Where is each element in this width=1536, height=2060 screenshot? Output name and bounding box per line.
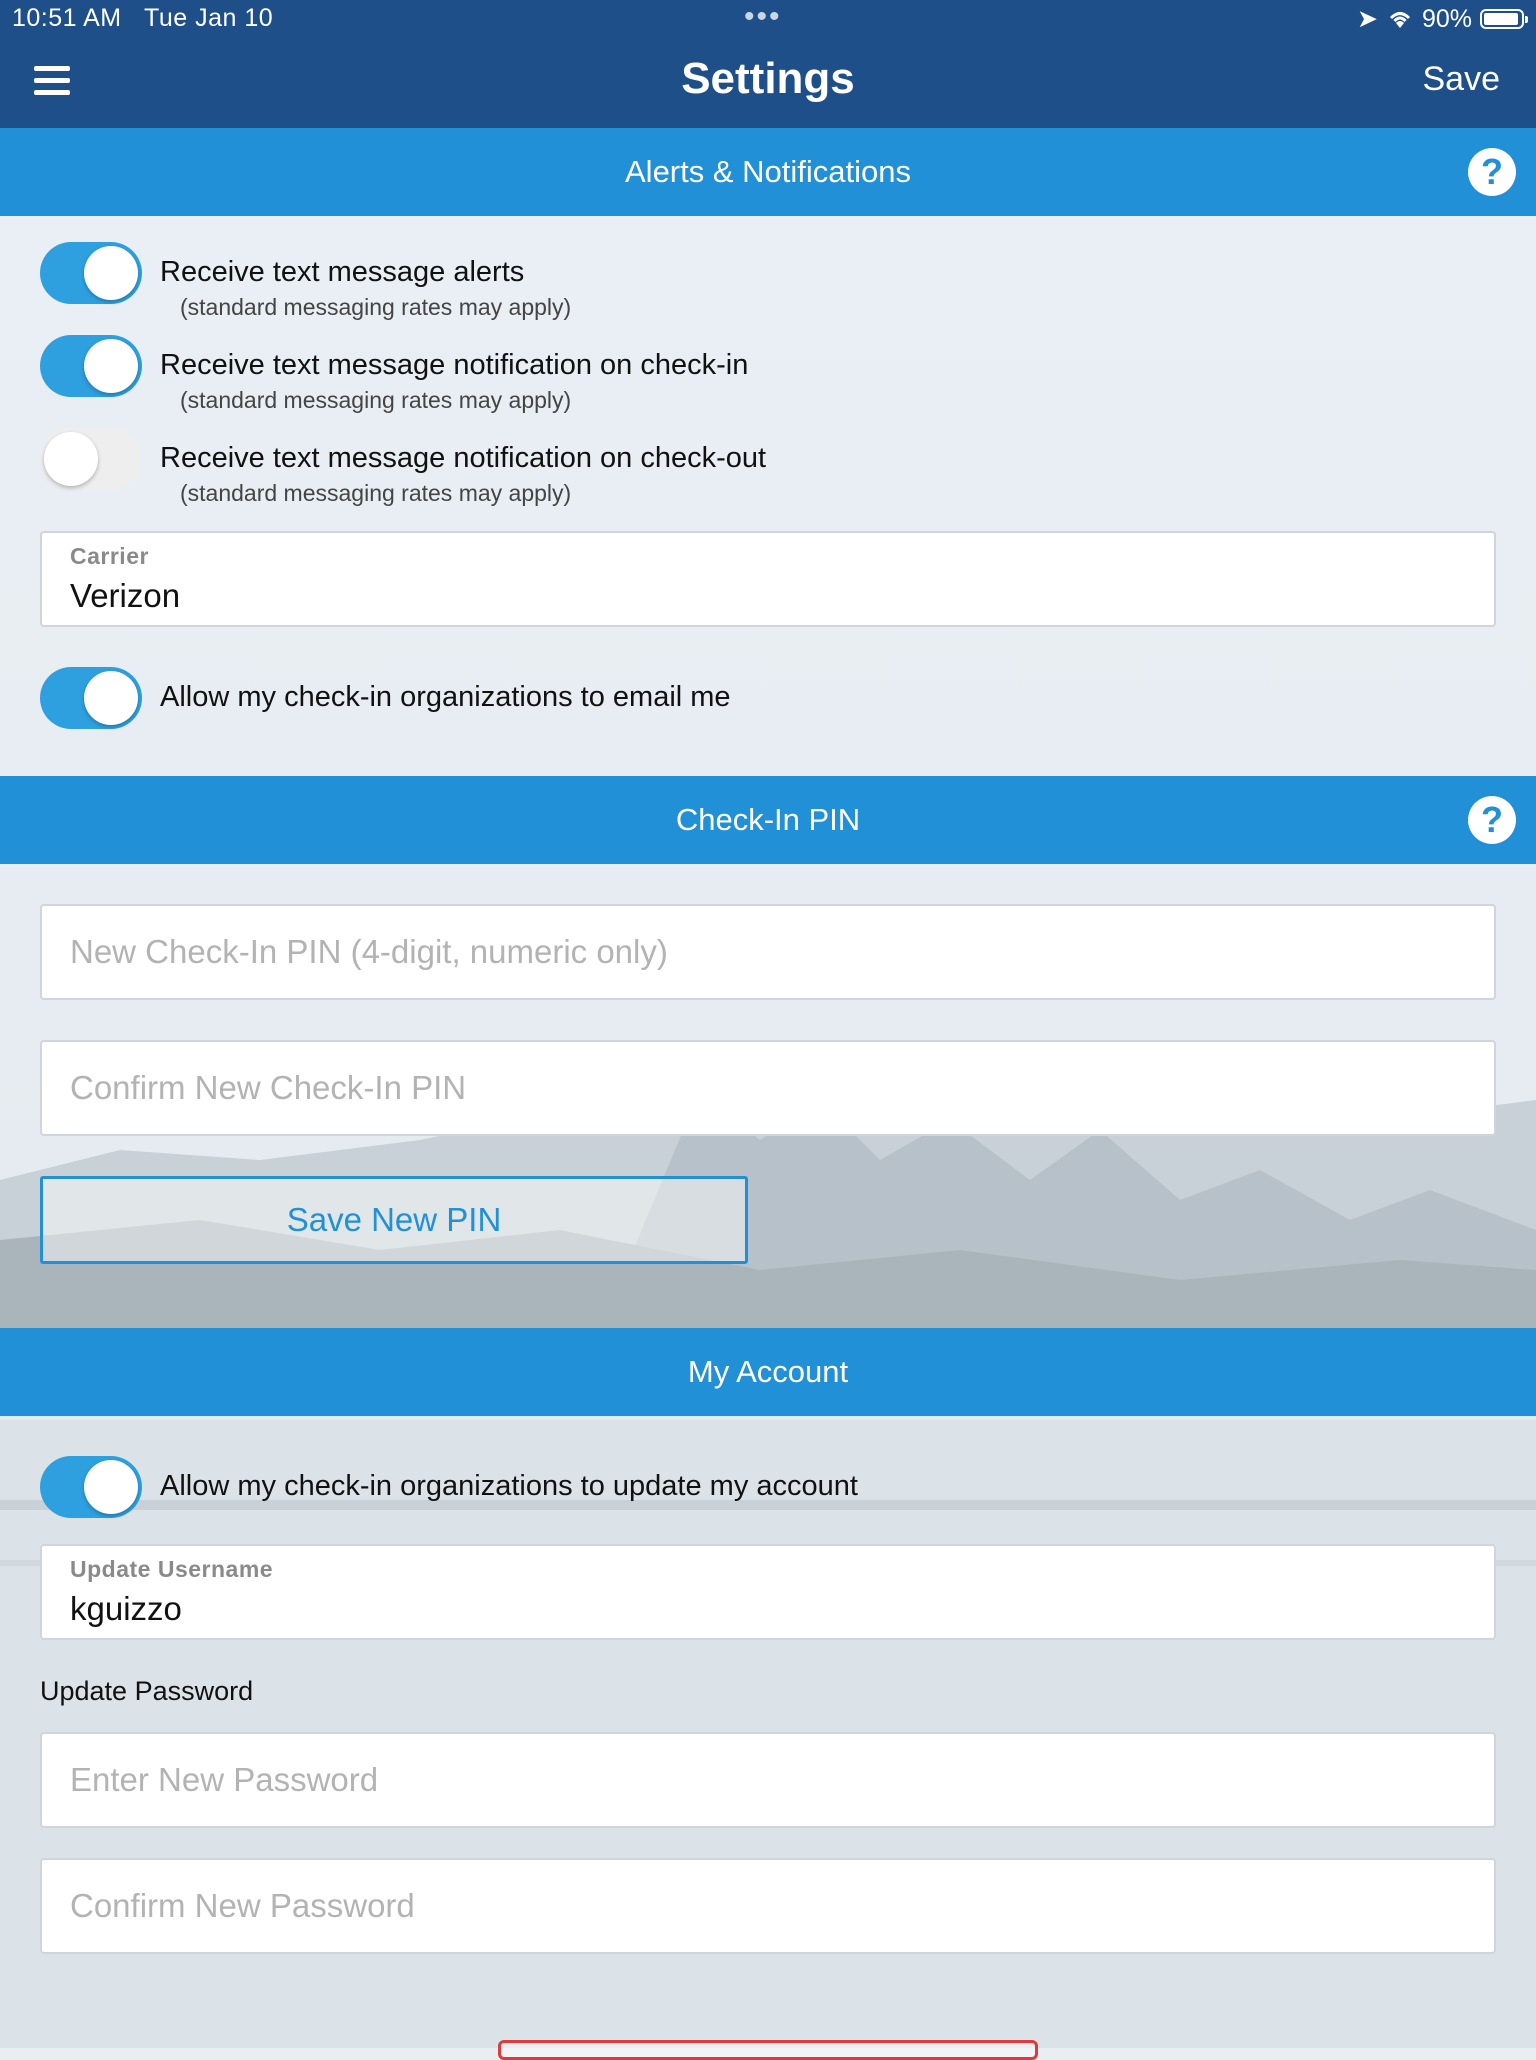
new-pin-input[interactable] xyxy=(42,906,1494,998)
toggle-allow-email[interactable] xyxy=(40,667,142,729)
section-header-alerts xyxy=(0,128,1536,216)
confirm-pin-input[interactable] xyxy=(42,1042,1494,1134)
status-time: 10:51 AM Tue Jan 10 xyxy=(12,4,274,32)
toggle-checkin-notification[interactable] xyxy=(40,335,142,397)
carrier-label: Carrier xyxy=(70,543,149,569)
toggle-label: Receive text message alerts xyxy=(160,256,525,288)
section-header-account xyxy=(0,1328,1536,1416)
save-new-pin-button[interactable]: Save New PIN xyxy=(40,1176,748,1264)
username-value: kguizzo xyxy=(70,1590,182,1627)
toggle-allow-update-account[interactable] xyxy=(40,1456,142,1518)
status-indicators xyxy=(1357,4,1524,34)
new-password-input[interactable] xyxy=(42,1734,1494,1826)
help-icon[interactable]: ? xyxy=(1468,148,1516,196)
section-title-account: My Account xyxy=(687,1354,849,1389)
help-icon[interactable]: ? xyxy=(1468,796,1516,844)
delete-account-button-partial[interactable] xyxy=(498,2040,1038,2060)
status-date: Tue Jan 10 xyxy=(143,4,274,32)
confirm-pin-field[interactable] xyxy=(40,1040,1496,1136)
carrier-value: Verizon xyxy=(70,577,181,614)
toggle-sublabel: (standard messaging rates may apply) xyxy=(180,294,572,320)
toggle-label: Receive text message notification on check-in xyxy=(160,349,749,381)
confirm-password-field[interactable] xyxy=(40,1858,1496,1954)
toggle-label: Allow my check-in organizations to email me xyxy=(160,681,731,713)
username-label: Update Username xyxy=(70,1556,274,1582)
section-title-pin: Check-In PIN xyxy=(675,802,861,837)
update-password-label: Update Password xyxy=(40,1676,254,1706)
multitasking-dots-icon[interactable]: ••• xyxy=(744,0,782,33)
save-button[interactable]: Save xyxy=(1422,60,1500,98)
toggle-label: Allow my check-in organizations to update my account xyxy=(160,1470,858,1502)
carrier-field[interactable] xyxy=(40,531,1496,627)
wifi-icon xyxy=(1386,8,1414,30)
battery-icon xyxy=(1480,9,1524,29)
location-arrow-icon: ➤ xyxy=(1357,5,1378,33)
battery-percent: 90% xyxy=(1421,4,1472,33)
confirm-password-input[interactable] xyxy=(42,1860,1494,1952)
username-field[interactable] xyxy=(40,1544,1496,1640)
toggle-sublabel: (standard messaging rates may apply) xyxy=(180,387,572,413)
section-title-alerts: Alerts & Notifications xyxy=(625,154,911,189)
new-password-field[interactable] xyxy=(40,1732,1496,1828)
section-header-pin xyxy=(0,776,1536,864)
page-title: Settings xyxy=(681,54,855,103)
toggle-sublabel: (standard messaging rates may apply) xyxy=(180,480,572,506)
toggle-text-alerts[interactable] xyxy=(40,242,142,304)
toggle-checkout-notification[interactable] xyxy=(40,428,142,490)
toggle-label: Receive text message notification on check-out xyxy=(160,442,767,474)
top-navigation-bar xyxy=(0,0,1536,128)
new-pin-field[interactable] xyxy=(40,904,1496,1000)
